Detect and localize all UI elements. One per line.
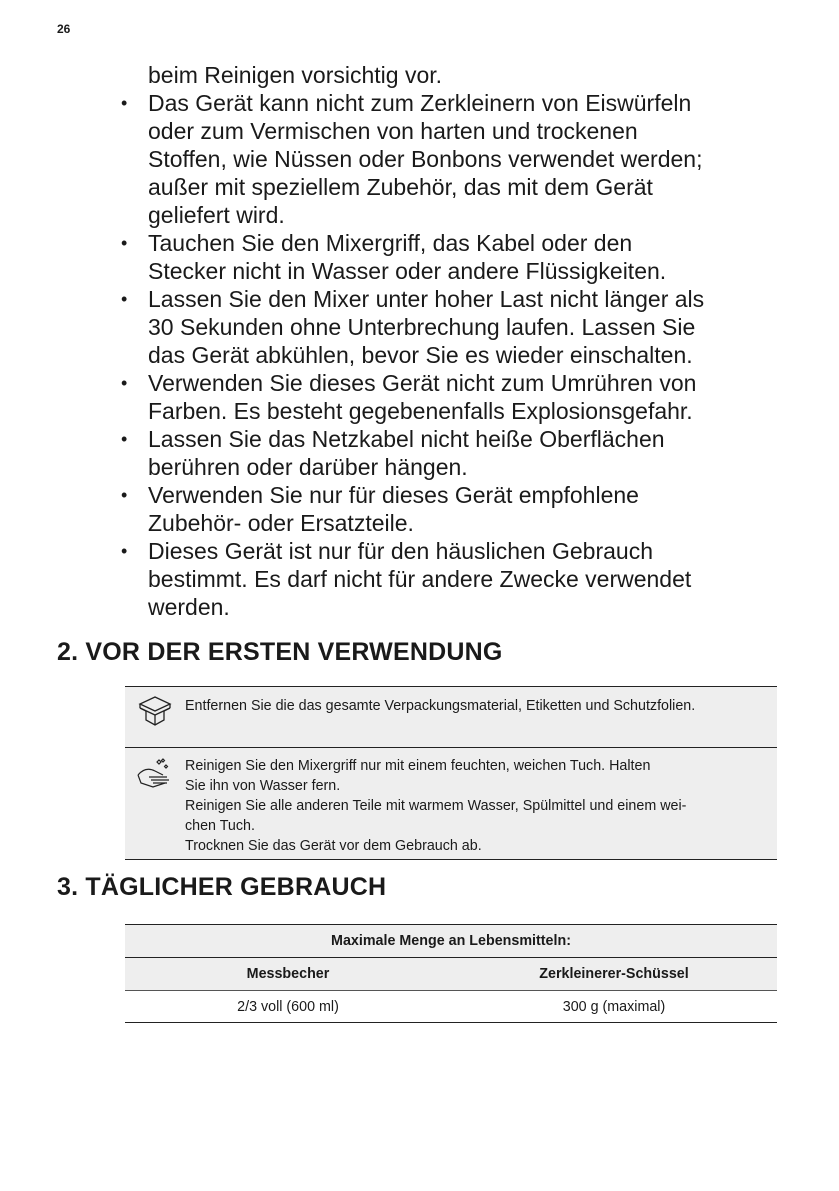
safety-bullet [121, 425, 791, 481]
bullet-line: Verwenden Sie dieses Gerät nicht zum Umrühren von [148, 370, 697, 396]
safety-bullet [121, 229, 791, 285]
cleaning-hand-icon [125, 748, 185, 859]
safety-bullet [121, 481, 791, 537]
safety-bullet-list [121, 89, 791, 621]
bullet-line: 30 Sekunden ohne Unterbrechung laufen. Lassen Sie [148, 314, 696, 340]
bullet-line: bestimmt. Es darf nicht für andere Zwecke verwendet [148, 566, 692, 592]
bullet-dot-icon: • [121, 485, 128, 505]
bullet-line: werden. [148, 594, 230, 620]
bullet-dot-icon: • [121, 541, 128, 561]
bullet-dot-icon: • [121, 93, 128, 113]
bullet-line: außer mit speziellem Zubehör, das mit dem Gerät [148, 174, 653, 200]
page-number: 26 [57, 22, 71, 36]
bullet-line: geliefert wird. [148, 202, 285, 228]
bullet-line: Lassen Sie den Mixer unter hoher Last nicht länger als [148, 286, 705, 312]
bullet-line: Tauchen Sie den Mixergriff, das Kabel oder den [148, 230, 633, 256]
section-heading-daily-use: 3. TÄGLICHER GEBRAUCH [57, 873, 387, 901]
package-icon [125, 687, 185, 747]
bullet-line: Dieses Gerät ist nur für den häuslichen Gebrauch [148, 538, 653, 564]
bullet-line: das Gerät abkühlen, bevor Sie es wieder einschalten. [148, 342, 693, 368]
bullet-line: Zubehör- oder Ersatzteile. [148, 510, 414, 536]
bullet-dot-icon: • [121, 289, 128, 309]
bullet-line: Das Gerät kann nicht zum Zerkleinern von Eiswürfeln [148, 90, 692, 116]
bullet-line: Stoffen, wie Nüssen oder Bonbons verwendet werden; [148, 146, 703, 172]
info-text-cleaning-line: chen Tuch. [185, 818, 255, 834]
table-header-cell: Zerkleinerer-Schüssel [451, 958, 777, 991]
safety-bullet [121, 537, 791, 621]
bullet-line: Verwenden Sie nur für dieses Gerät empfohlene [148, 482, 639, 508]
table-cell: 2/3 voll (600 ml) [125, 991, 451, 1023]
info-row-packaging [125, 686, 777, 747]
info-text-cleaning-line: Sie ihn von Wasser fern. [185, 778, 341, 794]
table-cell: 300 g (maximal) [451, 991, 777, 1023]
bullet-line: oder zum Vermischen von harten und trockenen [148, 118, 638, 144]
max-quantity-table [125, 924, 777, 1023]
table-caption-row [125, 925, 777, 958]
safety-bullet [121, 369, 791, 425]
table-row [125, 991, 777, 1023]
info-text-packaging: Entfernen Sie die das gesamte Verpackungsmaterial, Etiketten und Schutzfolien. [185, 698, 696, 714]
safety-bullet [121, 89, 791, 229]
safety-bullet [121, 285, 791, 369]
safety-continuation-text: beim Reinigen vorsichtig vor. [148, 62, 443, 88]
info-text-cleaning-line: Reinigen Sie den Mixergriff nur mit einem feuchten, weichen Tuch. Halten [185, 758, 651, 774]
bullet-dot-icon: • [121, 233, 128, 253]
bullet-dot-icon: • [121, 429, 128, 449]
bullet-line: Lassen Sie das Netzkabel nicht heiße Oberflächen [148, 426, 665, 452]
first-use-info-box [125, 686, 777, 860]
table-header-cell: Messbecher [125, 958, 451, 991]
info-text-cleaning-line: Trocknen Sie das Gerät vor dem Gebrauch ab. [185, 838, 482, 854]
table-caption: Maximale Menge an Lebensmitteln: [125, 925, 777, 958]
bullet-line: Stecker nicht in Wasser oder andere Flüssigkeiten. [148, 258, 667, 284]
bullet-line: berühren oder darüber hängen. [148, 454, 468, 480]
table-header-row [125, 958, 777, 991]
bullet-line: Farben. Es besteht gegebenenfalls Explosionsgefahr. [148, 398, 693, 424]
info-row-cleaning [125, 747, 777, 860]
info-text-cleaning-line: Reinigen Sie alle anderen Teile mit warmem Wasser, Spülmittel und einem wei- [185, 798, 687, 814]
section-heading-first-use: 2. VOR DER ERSTEN VERWENDUNG [57, 638, 503, 666]
bullet-dot-icon: • [121, 373, 128, 393]
